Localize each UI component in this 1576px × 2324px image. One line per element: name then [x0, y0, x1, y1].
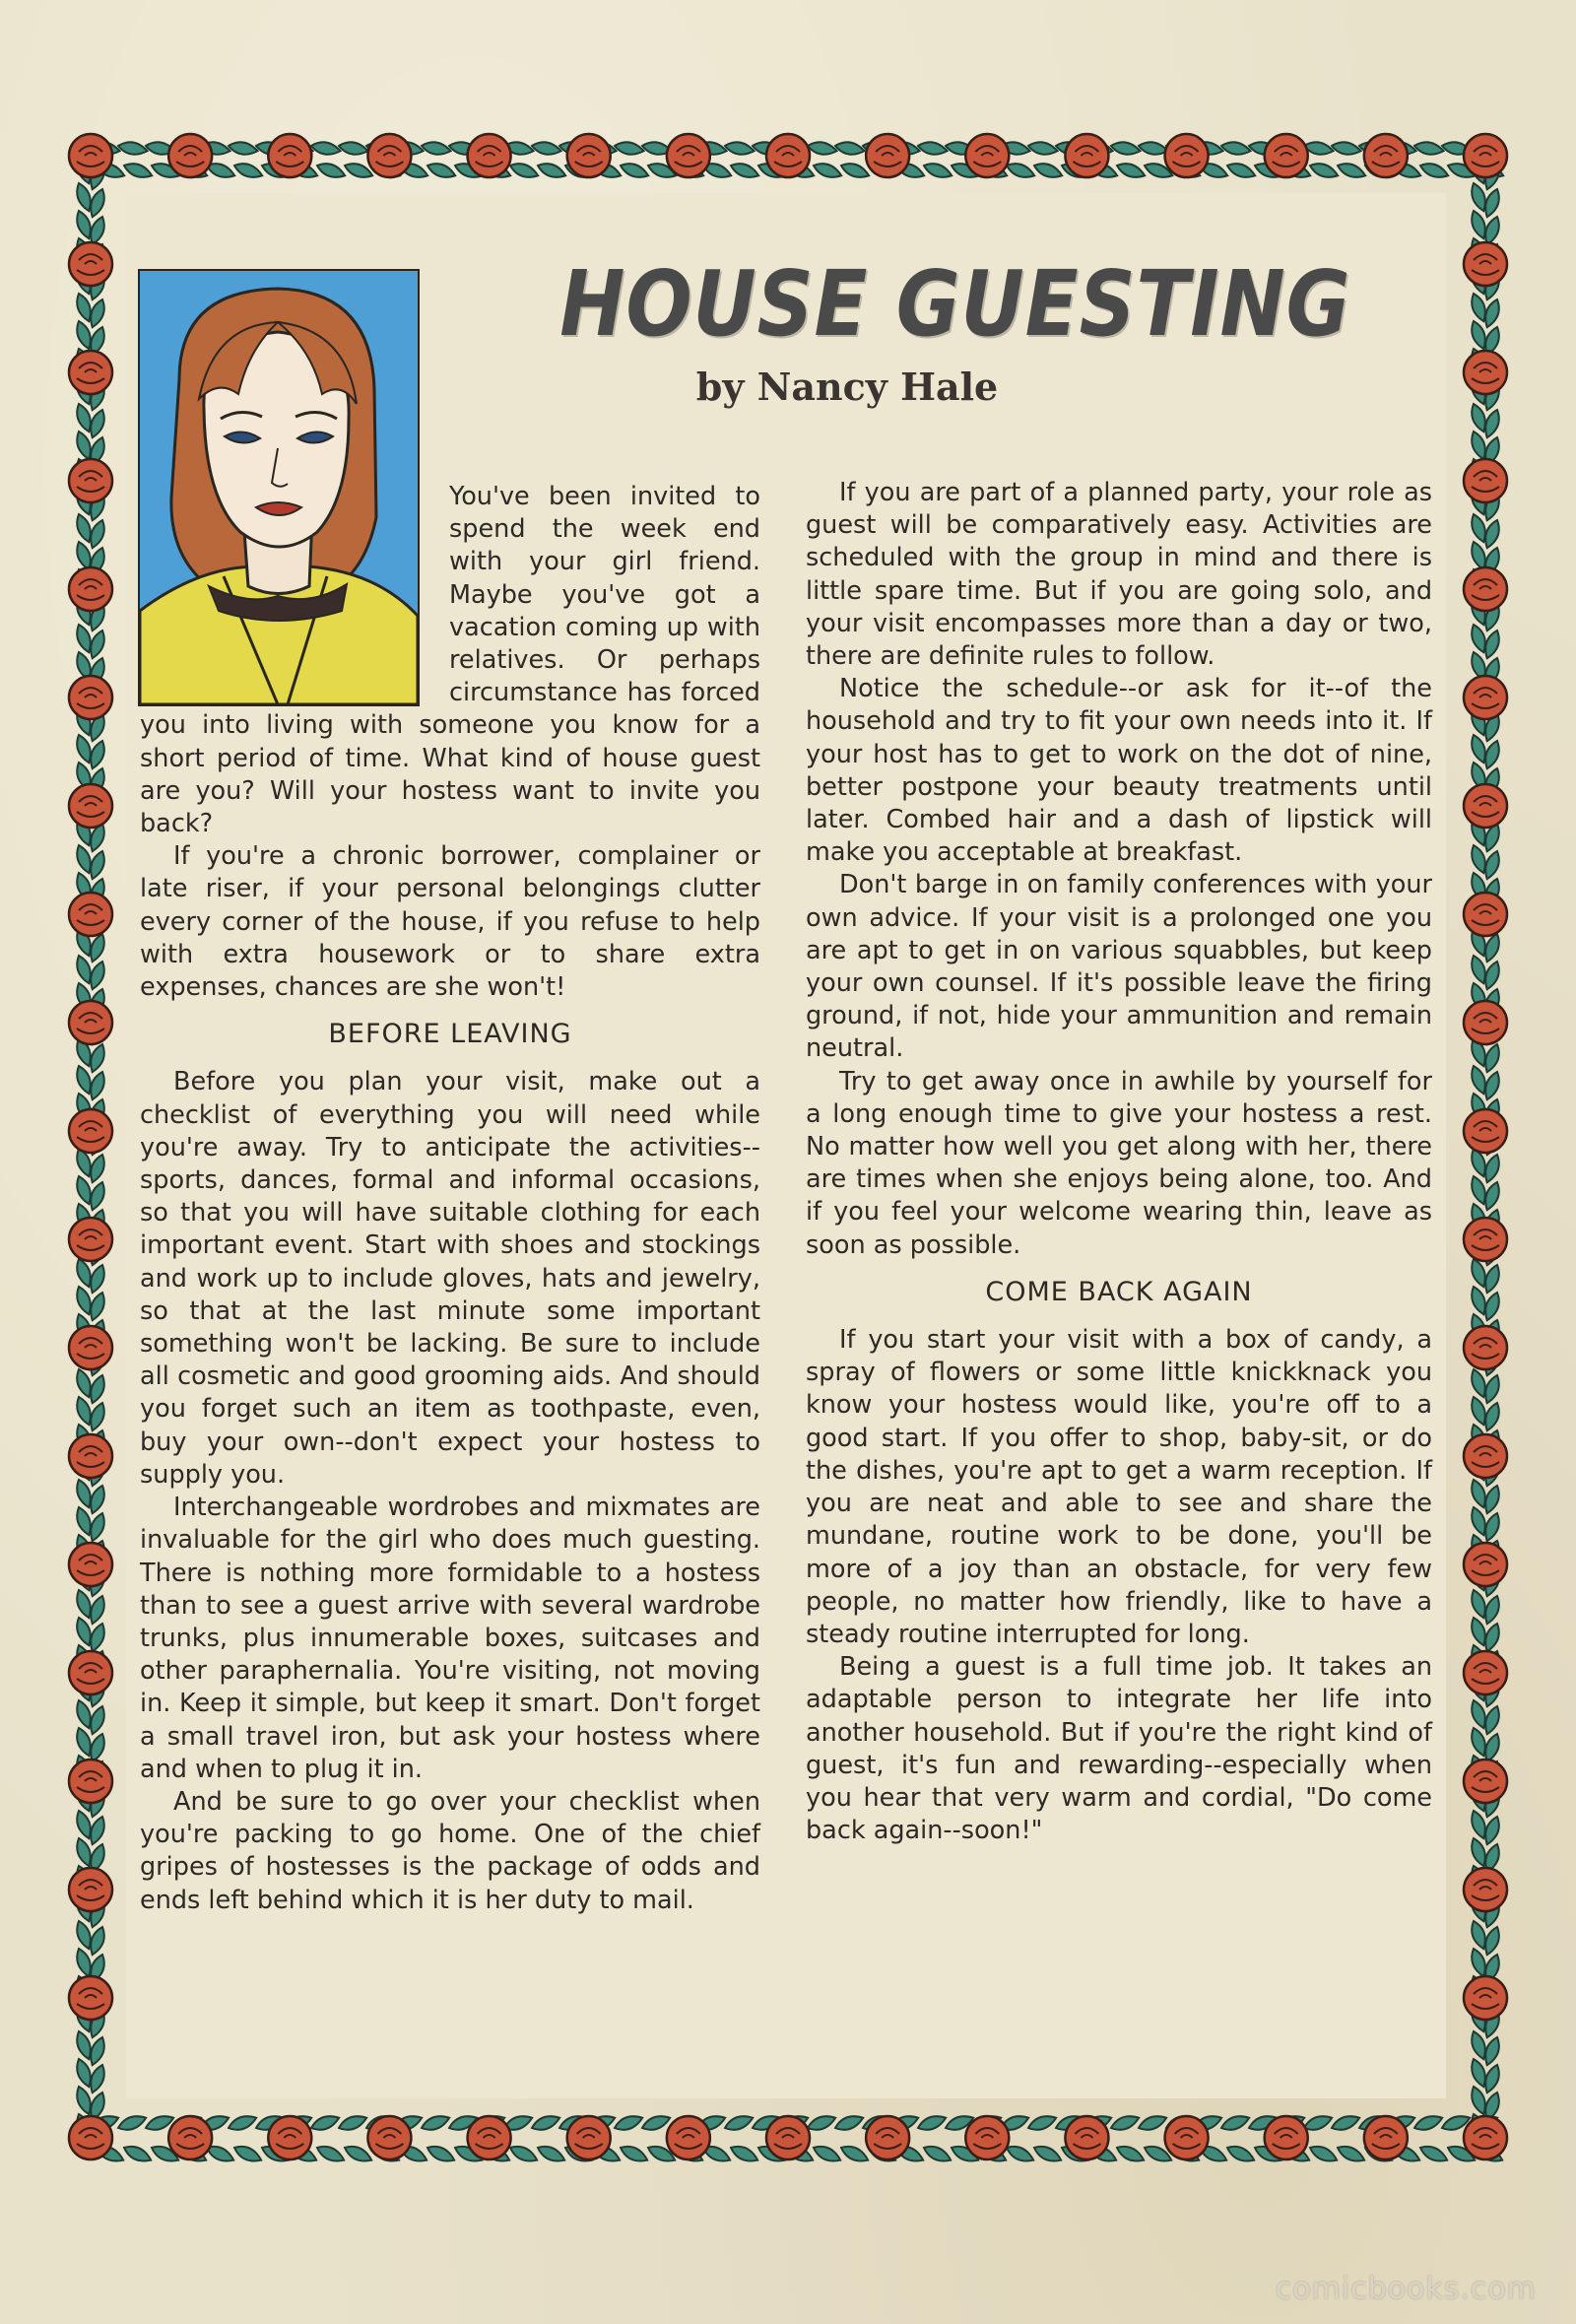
subhead-before-leaving: BEFORE LEAVING [328, 1019, 572, 1050]
rose-icon [69, 134, 112, 177]
vine-leaf [1413, 140, 1445, 157]
rose-icon [367, 2116, 411, 2159]
vine-leaf [227, 2112, 258, 2134]
vine-leaf [833, 2112, 865, 2134]
vine-leaf [232, 160, 264, 181]
rose-icon [1464, 242, 1507, 286]
vine-leaf [613, 2112, 644, 2134]
vine-leaf [921, 2143, 952, 2166]
rose-icon [1464, 567, 1507, 611]
vine-leaf [535, 2143, 566, 2166]
vine-leaf [231, 2143, 263, 2166]
vine-leaf [812, 160, 843, 181]
rose-icon [1464, 1976, 1507, 2020]
rose-icon [1464, 1326, 1507, 1369]
rose-icon [468, 134, 511, 177]
rose-icon [69, 351, 112, 394]
rose-icon [567, 2116, 611, 2159]
vine-leaf [314, 2143, 346, 2166]
vine-leaf [1412, 2112, 1444, 2134]
vine-leaf [1110, 140, 1142, 157]
vine-leaf [1336, 160, 1367, 181]
rose-icon [1265, 134, 1308, 177]
rose-icon [866, 134, 909, 177]
vine-leaf [426, 160, 457, 181]
right-paragraph: Don't barge in on family conferences with your own advice. If your visit is a prolonged one you are apt to get in on various squabbles, but keep your own counsel. If it's possible leave the firing ground, if not, hide your ammunition and remain neutral. [806, 870, 1432, 1064]
vine-leaf [117, 140, 149, 157]
vine-leaf [618, 2143, 649, 2166]
vine-leaf [614, 140, 645, 157]
rose-icon [1464, 1218, 1507, 1261]
site-watermark: comicbooks.com [1275, 2272, 1537, 2306]
vine-leaf [337, 2112, 368, 2134]
right-paragraph: If you are part of a planned party, your role as guest will be comparatively easy. Activities are scheduled with the group in mind and there is little spare time. But if you are going solo, and your visit encompasses more than a day or two, there are definite rules to follow. [806, 478, 1432, 672]
rose-icon [1464, 1109, 1507, 1153]
vine-leaf [834, 140, 866, 157]
vine-leaf [315, 160, 347, 181]
rose-icon [766, 2116, 810, 2159]
vine-leaf [728, 2143, 759, 2166]
article-byline: by Nancy Hale [695, 365, 999, 409]
vine-leaf [1027, 140, 1059, 157]
rose-icon [168, 2116, 212, 2159]
vine-leaf [228, 140, 259, 157]
vine-leaf [1032, 160, 1064, 181]
rose-icon [965, 134, 1009, 177]
rose-icon [468, 2116, 511, 2159]
rose-icon [1464, 351, 1507, 394]
rose-icon [1464, 2116, 1507, 2159]
rose-icon [1464, 1868, 1507, 1911]
vine-leaf [421, 140, 452, 157]
rose-icon [1065, 134, 1108, 177]
vine-leaf [1331, 140, 1362, 157]
rose-icon [1265, 2116, 1308, 2159]
rose-icon [69, 242, 112, 286]
vine-leaf [1004, 2143, 1035, 2166]
rose-icon [168, 134, 212, 177]
rose-icon [69, 1760, 112, 1803]
rose-icon [69, 1326, 112, 1369]
rose-icon [69, 676, 112, 719]
rose-icon [268, 134, 311, 177]
rose-icon [69, 1543, 112, 1586]
vine-leaf [811, 2143, 842, 2166]
left-paragraph: You've been invited to spend the week end with your girl friend. Maybe you've got a vacation coming up with relatives. Or perhaps circumstance has forced you into living with someone you know for a short period of time. What kind of house guest are you? Will your hostess want to invite you back? [140, 482, 760, 839]
rose-icon [1464, 1651, 1507, 1694]
left-paragraph: Interchangeable wordrobes and mixmates are invaluable for the girl who does much guesting. There is nothing more formidable to a hostess than to see a guest arrive with several wardrobe trunks, plus innumerable boxes, suitcases and other paraphernalia. You're visiting, not moving in. Keep it simple, but keep it smart. Don't forget a small travel iron, but ask your hostess where and when to plug it in. [140, 1493, 760, 1784]
vine-leaf [1330, 2112, 1361, 2134]
vine-leaf [729, 160, 760, 181]
rose-icon [1464, 893, 1507, 936]
rose-icon [1464, 784, 1507, 828]
vine-leaf [1219, 2112, 1251, 2134]
rose-icon [866, 2116, 909, 2159]
vine-leaf [1308, 160, 1340, 181]
vine-leaf [1114, 2143, 1146, 2166]
vine-leaf [1220, 140, 1252, 157]
vine-leaf [122, 160, 154, 181]
vine-leaf [425, 2143, 456, 2166]
rose-icon [69, 1001, 112, 1044]
vine-leaf [922, 160, 953, 181]
rose-icon [69, 1434, 112, 1478]
vine-leaf [1026, 2112, 1058, 2134]
vine-leaf [507, 2143, 539, 2166]
vine-leaf [420, 2112, 451, 2134]
vine-leaf [1307, 2143, 1339, 2166]
right-column [806, 477, 1432, 1847]
right-paragraph: Try to get away once in awhile by yourself for a long enough time to give your hostess a rest. No matter how well you get along with her, there are times when she enjoys being alone, too. And if you feel your welcome wearing thin, leave as soon as possible. [806, 1066, 1432, 1260]
vine-leaf [309, 2112, 341, 2134]
article-title: HOUSE GUESTING [559, 251, 1351, 357]
rose-icon [69, 2116, 112, 2159]
rose-icon [1065, 2116, 1108, 2159]
rose-icon [667, 134, 710, 177]
vine-leaf [916, 2112, 948, 2134]
left-paragraph: Before you plan your visit, make out a checklist of everything you will need while you're away. Try to anticipate the activities--sports, dances, formal and informal occasions, so that you will have suitable clothing for each important event. Start with shoes and stockings and work up to include gloves, hats and jewelry, so that at the last minute some important something won't be lacking. Be sure to include all cosmetic and good grooming aids. And should you forget such an item as toothpaste, even, buy your own--don't expect your hostess to supply you. [140, 1067, 760, 1490]
vine-leaf [917, 140, 949, 157]
subhead-come-back-again: COME BACK AGAIN [985, 1276, 1253, 1307]
left-paragraph: If you're a chronic borrower, complainer or late riser, if your personal belongings clutter every corner of the house, if you refuse to help with extra housework or to share extra expenses, chances are she won't! [140, 841, 760, 1003]
left-column [140, 481, 760, 1917]
rose-icon [1464, 1434, 1507, 1478]
vine-leaf [1109, 2112, 1141, 2134]
rose-icon [1464, 1760, 1507, 1803]
rose-icon [1464, 1543, 1507, 1586]
rose-icon [69, 459, 112, 502]
rose-icon [667, 2116, 710, 2159]
right-paragraph: If you start your visit with a box of candy, a spray of flowers or some little knickknack you know your hostess would like, you're off to a good start. If you offer to shop, baby-sit, or do the dishes, you're apt to get a warm reception. If you are neat and able to see and share the mundane, routine work to be done, you'll be more of a joy than an obstacle, for very few people, no matter how friendly, like to have a steady routine interrupted for long. [806, 1325, 1432, 1649]
right-paragraph: Notice the schedule--or ask for it--of the household and try to fit your own needs into it. If your host has to get to work on the dot of nine, better postpone your beauty treatments until later. Combed hair and a dash of lipstick will make you acceptable at breakfast. [806, 674, 1432, 868]
vine-leaf [1224, 2143, 1256, 2166]
rose-icon [1464, 134, 1507, 177]
rose-icon [69, 1976, 112, 2020]
rose-icon [1364, 2116, 1408, 2159]
vine-leaf [1418, 160, 1450, 181]
rose-icon [69, 893, 112, 936]
vine-leaf [723, 2112, 755, 2134]
rose-icon [1464, 459, 1507, 502]
rose-icon [69, 784, 112, 828]
vine-leaf [1335, 2143, 1366, 2166]
vine-leaf [531, 140, 562, 157]
vine-leaf [1137, 2112, 1168, 2134]
rose-icon [965, 2116, 1009, 2159]
rose-icon [1464, 676, 1507, 719]
rose-icon [1364, 134, 1408, 177]
rose-icon [69, 567, 112, 611]
rose-icon [1165, 2116, 1209, 2159]
vine-leaf [310, 140, 342, 157]
rose-icon [1165, 134, 1209, 177]
vine-leaf [838, 2143, 870, 2166]
vine-leaf [1417, 2143, 1449, 2166]
rose-icon [766, 134, 810, 177]
left-paragraph: And be sure to go over your checklist when you're packing to go home. One of the chief gripes of hostesses is the package of odds and ends left behind which it is her duty to mail. [140, 1786, 760, 1915]
right-paragraph: Being a guest is a full time job. It takes an adaptable person to integrate her life into another household. But if you're the right kind of guest, it's fun and rewarding--especially when you hear that very warm and cordial, "Do come back again--soon!" [806, 1652, 1432, 1846]
rose-icon [268, 2116, 311, 2159]
rose-icon [567, 134, 611, 177]
vine-leaf [508, 160, 540, 181]
vine-leaf [1225, 160, 1257, 181]
vine-leaf [1005, 160, 1036, 181]
vine-leaf [1115, 160, 1147, 181]
rose-icon [1464, 1001, 1507, 1044]
vine-leaf [116, 2112, 148, 2134]
rose-icon [367, 134, 411, 177]
rose-icon [69, 1218, 112, 1261]
vine-leaf [807, 140, 838, 157]
vine-leaf [338, 140, 369, 157]
rose-icon [69, 1109, 112, 1153]
vine-leaf [121, 2143, 153, 2166]
vine-leaf [806, 2112, 837, 2134]
rose-icon [69, 1651, 112, 1694]
vine-leaf [724, 140, 755, 157]
vine-leaf [536, 160, 567, 181]
vine-leaf [530, 2112, 561, 2134]
rose-icon [69, 1868, 112, 1911]
vine-leaf [619, 160, 650, 181]
vine-leaf [1031, 2143, 1063, 2166]
